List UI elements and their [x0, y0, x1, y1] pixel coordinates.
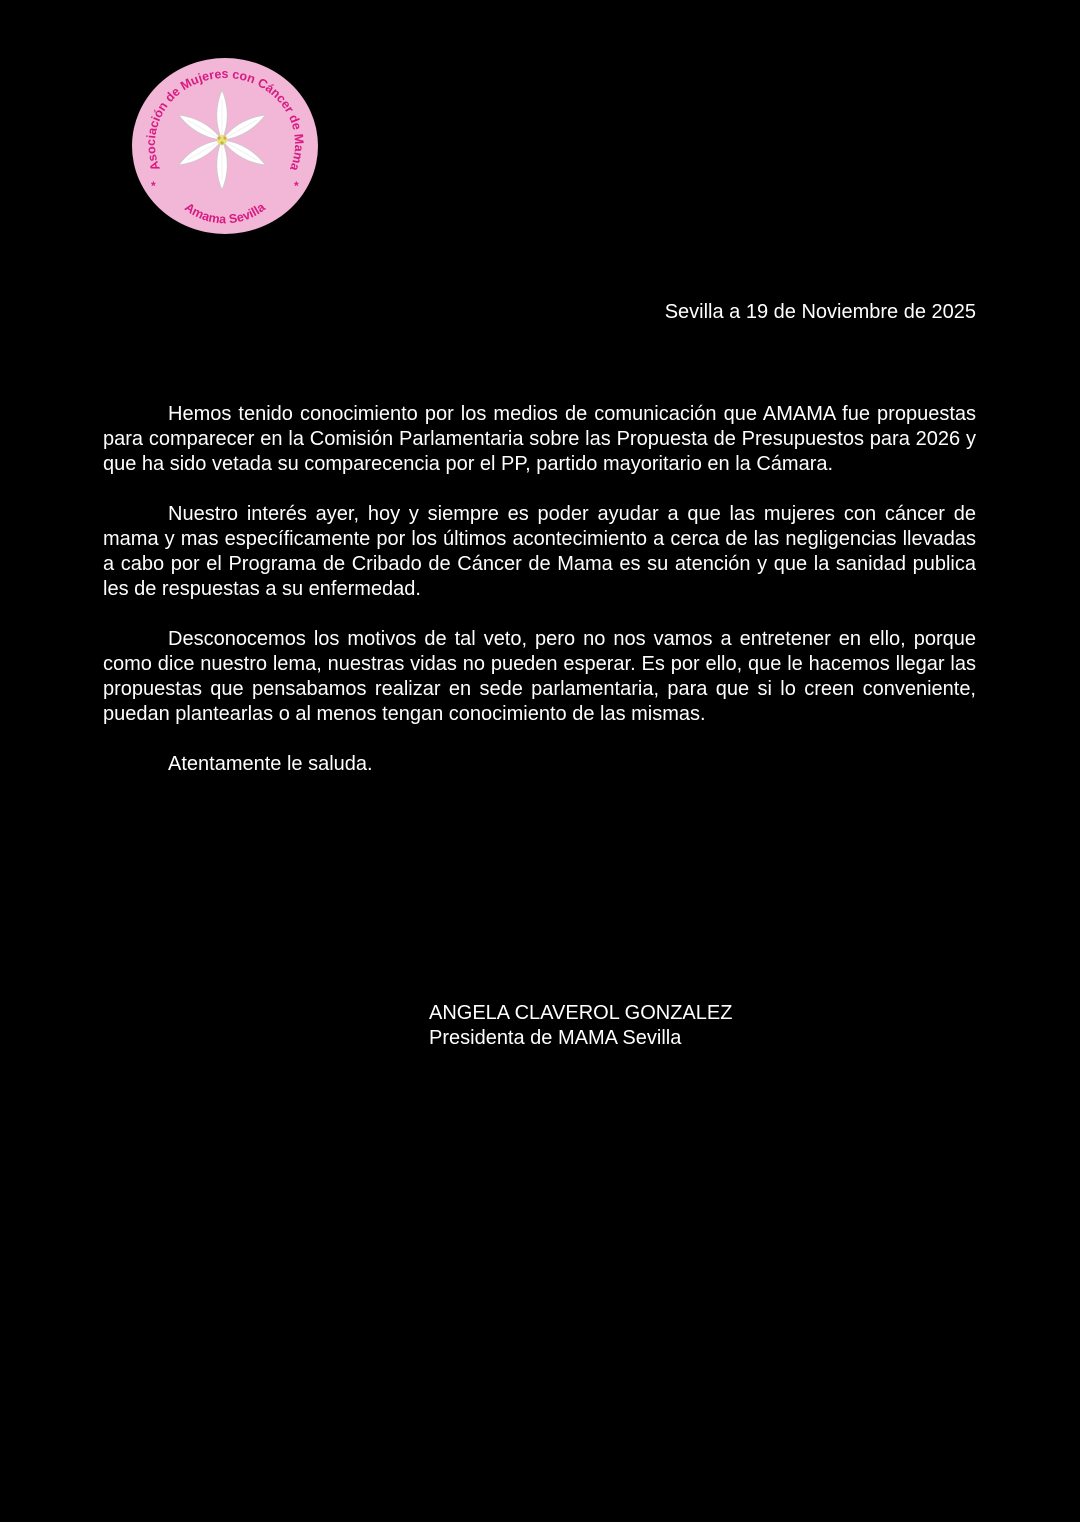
logo-text-top: Asociación de Mujeres con Cáncer de Mama [143, 67, 307, 173]
letter-date: Sevilla a 19 de Noviembre de 2025 [664, 301, 976, 323]
logo-star-right: * [294, 179, 299, 193]
signature-block [429, 1001, 732, 1051]
signature-name: ANGELA CLAVEROL GONZALEZ [429, 1002, 733, 1024]
association-logo [131, 56, 319, 236]
signature-role: Presidenta de MAMA Sevilla [429, 1027, 682, 1049]
closing-line: Atentamente le saluda. [168, 753, 373, 775]
logo-star-left: * [151, 179, 156, 193]
logo-text-bottom: Amama Sevilla [182, 200, 268, 227]
paragraph-1: Hemos tenido conocimiento por los medios de comunicación que AMAMA fue propuestas para comparecer en la Comisión Parlamentaria sobre las Propuesta de Presupuestos para 2026 y que ha sido vetada su comparecencia por el PP, partido mayoritario en la Cámara. [103, 403, 976, 475]
logo-circle [132, 58, 318, 234]
paragraph-2: Nuestro interés ayer, hoy y siempre es poder ayudar a que las mujeres con cáncer de mama y mas específicamente por los últimos acontecimiento a cerca de las negligencias llevadas a cabo por el Programa de Cribado de Cáncer de Mama es su atención y que la sanidad publica les de respuestas a su enfermedad. [103, 503, 976, 600]
paragraph-3: Desconocemos los motivos de tal veto, pero no nos vamos a entretener en ello, porque como dice nuestro lema, nuestras vidas no pueden esperar. Es por ello, que le hacemos llegar las propuestas que pensabamos realizar en sede parlamentaria, para que si lo creen conveniente, puedan plantearlas o al menos tengan conocimiento de las mismas. [103, 628, 976, 725]
letter-body [103, 402, 976, 777]
